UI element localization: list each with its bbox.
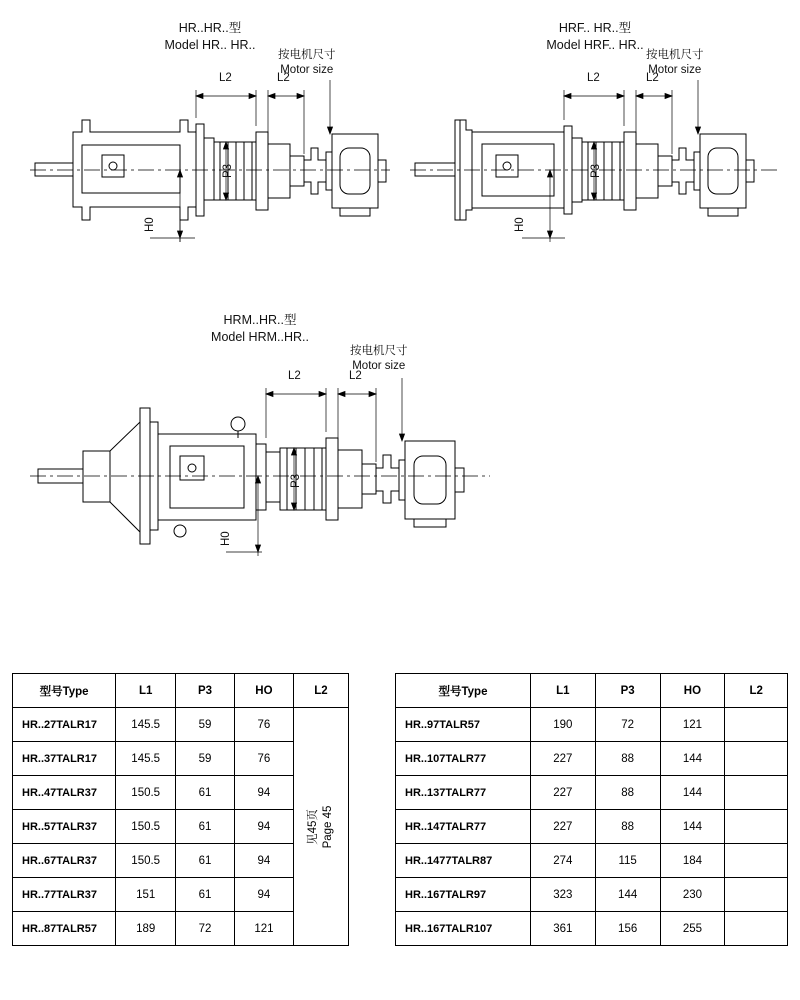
cell-ho: 121 bbox=[660, 708, 725, 742]
cell-p3: 88 bbox=[595, 776, 660, 810]
dim-l2-main-label: L2 bbox=[219, 72, 232, 84]
col-header-ho: HO bbox=[660, 674, 725, 708]
cell-l1: 227 bbox=[530, 776, 595, 810]
cell-ho: 94 bbox=[234, 776, 293, 810]
cell-type: HR..27TALR17 bbox=[13, 708, 116, 742]
col-header-l1: L1 bbox=[530, 674, 595, 708]
figure-hrf-title-en: Model HRF.. HR.. bbox=[546, 38, 644, 52]
figure-hrm-drawing bbox=[30, 345, 490, 606]
cell-ho: 144 bbox=[660, 742, 725, 776]
dim-h0-label: H0 bbox=[220, 531, 232, 546]
cell-type: HR..137TALR77 bbox=[396, 776, 531, 810]
table-row bbox=[396, 844, 788, 878]
cell-type: HR..77TALR37 bbox=[13, 878, 116, 912]
cell-p3: 61 bbox=[176, 810, 235, 844]
cell-type: HR..47TALR37 bbox=[13, 776, 116, 810]
cell-p3: 61 bbox=[176, 878, 235, 912]
cell-l2 bbox=[725, 742, 788, 776]
cell-p3: 144 bbox=[595, 878, 660, 912]
cell-ho: 94 bbox=[234, 878, 293, 912]
cell-p3: 59 bbox=[176, 742, 235, 776]
figure-hrm-title-en: Model HRM..HR.. bbox=[211, 330, 309, 344]
col-header-l2: L2 bbox=[725, 674, 788, 708]
table-row bbox=[13, 708, 349, 742]
figure-hrf-title-cn: HRF.. HR..型 bbox=[558, 21, 632, 35]
col-header-l2: L2 bbox=[293, 674, 348, 708]
motor-size-note bbox=[350, 344, 408, 374]
cell-l1: 227 bbox=[530, 742, 595, 776]
cell-l1: 361 bbox=[530, 912, 595, 946]
dim-l2-main-label: L2 bbox=[288, 370, 301, 382]
cell-l2 bbox=[725, 912, 788, 946]
dimensions-table-left bbox=[12, 673, 349, 946]
motor-size-note bbox=[646, 48, 704, 78]
col-header-type: 型号Type bbox=[396, 674, 531, 708]
cell-p3: 61 bbox=[176, 844, 235, 878]
cell-ho: 255 bbox=[660, 912, 725, 946]
figure-hrm-title-cn: HRM..HR..型 bbox=[223, 313, 297, 327]
dim-l2-small-label: L2 bbox=[646, 72, 659, 84]
cell-p3: 156 bbox=[595, 912, 660, 946]
page-note-en: Page 45 bbox=[321, 805, 334, 848]
table-row bbox=[396, 776, 788, 810]
table-row bbox=[396, 742, 788, 776]
page-note-cn: 见45页 bbox=[306, 808, 319, 845]
motor-size-cn: 按电机尺寸 bbox=[278, 49, 336, 61]
cell-l2 bbox=[725, 810, 788, 844]
cell-p3: 61 bbox=[176, 776, 235, 810]
cell-p3: 88 bbox=[595, 742, 660, 776]
motor-size-en: Motor size bbox=[352, 360, 406, 372]
cell-type: HR..37TALR17 bbox=[13, 742, 116, 776]
cell-p3: 72 bbox=[595, 708, 660, 742]
figure-hrm bbox=[30, 312, 490, 602]
figure-hr-title-en: Model HR.. HR.. bbox=[164, 38, 256, 52]
cell-ho: 76 bbox=[234, 708, 293, 742]
dim-p3-label: P3 bbox=[290, 473, 302, 488]
figure-hr-title-cn: HR..HR..型 bbox=[178, 21, 242, 35]
cell-l1: 190 bbox=[530, 708, 595, 742]
dim-l2-small-label: L2 bbox=[277, 72, 290, 84]
motor-size-cn: 按电机尺寸 bbox=[350, 345, 408, 357]
cell-ho: 144 bbox=[660, 810, 725, 844]
cell-l2 bbox=[725, 776, 788, 810]
cell-l1: 145.5 bbox=[116, 708, 176, 742]
table-row bbox=[396, 878, 788, 912]
cell-l2 bbox=[725, 708, 788, 742]
cell-l2-note bbox=[293, 708, 348, 946]
cell-type: HR..67TALR37 bbox=[13, 844, 116, 878]
table-row bbox=[396, 708, 788, 742]
cell-type: HR..1477TALR87 bbox=[396, 844, 531, 878]
dim-h0-label: H0 bbox=[144, 217, 156, 232]
cell-p3: 72 bbox=[176, 912, 235, 946]
cell-type: HR..107TALR77 bbox=[396, 742, 531, 776]
cell-l1: 145.5 bbox=[116, 742, 176, 776]
cell-type: HR..167TALR97 bbox=[396, 878, 531, 912]
cell-l1: 227 bbox=[530, 810, 595, 844]
col-header-ho: HO bbox=[234, 674, 293, 708]
cell-p3: 59 bbox=[176, 708, 235, 742]
col-header-p3: P3 bbox=[595, 674, 660, 708]
cell-ho: 121 bbox=[234, 912, 293, 946]
col-header-l1: L1 bbox=[116, 674, 176, 708]
cell-type: HR..97TALR57 bbox=[396, 708, 531, 742]
cell-type: HR..147TALR77 bbox=[396, 810, 531, 844]
cell-l1: 150.5 bbox=[116, 776, 176, 810]
dim-h0-label: H0 bbox=[514, 217, 526, 232]
cell-ho: 76 bbox=[234, 742, 293, 776]
dim-l2-main-label: L2 bbox=[587, 72, 600, 84]
cell-l1: 274 bbox=[530, 844, 595, 878]
cell-p3: 115 bbox=[595, 844, 660, 878]
table-row bbox=[396, 912, 788, 946]
cell-ho: 230 bbox=[660, 878, 725, 912]
cell-l1: 150.5 bbox=[116, 844, 176, 878]
motor-size-en: Motor size bbox=[280, 64, 334, 76]
table-header-row bbox=[396, 674, 788, 708]
cell-l1: 150.5 bbox=[116, 810, 176, 844]
cell-type: HR..167TALR107 bbox=[396, 912, 531, 946]
cell-ho: 144 bbox=[660, 776, 725, 810]
cell-l2 bbox=[725, 878, 788, 912]
cell-l1: 323 bbox=[530, 878, 595, 912]
cell-l1: 189 bbox=[116, 912, 176, 946]
figure-hrf bbox=[410, 20, 780, 290]
dim-p3-label: P3 bbox=[590, 163, 602, 178]
dim-p3-label: P3 bbox=[222, 163, 234, 178]
dim-l2-small-label: L2 bbox=[349, 370, 362, 382]
motor-size-en: Motor size bbox=[648, 64, 702, 76]
motor-size-note bbox=[278, 48, 336, 78]
cell-l2 bbox=[725, 844, 788, 878]
figure-hrf-drawing bbox=[410, 49, 780, 285]
figure-hr bbox=[30, 20, 390, 290]
cell-ho: 94 bbox=[234, 844, 293, 878]
cell-ho: 184 bbox=[660, 844, 725, 878]
table-row bbox=[396, 810, 788, 844]
cell-p3: 88 bbox=[595, 810, 660, 844]
cell-type: HR..57TALR37 bbox=[13, 810, 116, 844]
cell-ho: 94 bbox=[234, 810, 293, 844]
cell-type: HR..87TALR57 bbox=[13, 912, 116, 946]
table-header-row bbox=[13, 674, 349, 708]
col-header-type: 型号Type bbox=[13, 674, 116, 708]
cell-l1: 151 bbox=[116, 878, 176, 912]
col-header-p3: P3 bbox=[176, 674, 235, 708]
motor-size-cn: 按电机尺寸 bbox=[646, 49, 704, 61]
dimensions-table-right bbox=[395, 673, 788, 946]
figure-hr-drawing bbox=[30, 49, 390, 285]
